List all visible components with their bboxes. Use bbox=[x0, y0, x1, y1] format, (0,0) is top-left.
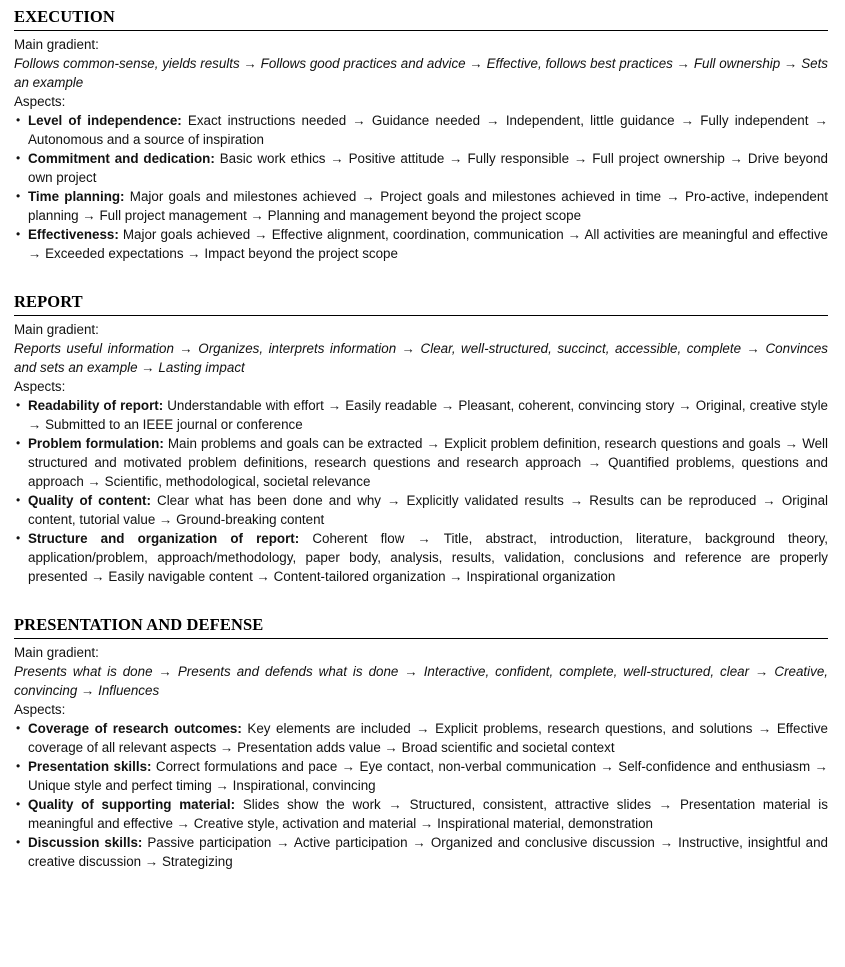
aspect-text: Coherent flow → Title, abstract, introduction, literature, background theory, application/problem, approach/methodology, paper body, analysis, results, validation, conclusions and reference are properly presented → Easily navigable content → Content-tailored organization → Inspirational organization bbox=[28, 530, 828, 584]
section-divider bbox=[14, 315, 828, 316]
aspect-item bbox=[14, 833, 828, 871]
section-divider bbox=[14, 638, 828, 639]
section-report bbox=[14, 293, 828, 586]
aspect-item bbox=[14, 529, 828, 586]
section-heading: PRESENTATION AND DEFENSE bbox=[14, 614, 264, 634]
aspect-item bbox=[14, 225, 828, 263]
aspect-name: Structure and organization of report: bbox=[28, 530, 300, 546]
section-presentation-and-defense bbox=[14, 616, 828, 871]
main-gradient-label: Main gradient: bbox=[14, 36, 99, 52]
aspect-item bbox=[14, 491, 828, 529]
aspect-text: Exact instructions needed → Guidance needed → Independent, little guidance → Fully independent → Autonomous and a source of inspiration bbox=[28, 112, 828, 147]
aspect-item bbox=[14, 149, 828, 187]
aspects-list bbox=[14, 396, 828, 586]
aspects-label: Aspects: bbox=[14, 93, 66, 109]
aspect-item bbox=[14, 111, 828, 149]
aspect-text: Major goals achieved → Effective alignment, coordination, communication → All activities are meaningful and effective → Exceeded expectations → Impact beyond the project scope bbox=[28, 226, 828, 261]
main-gradient-text: Reports useful information → Organizes, interprets information → Clear, well-structured, succinct, accessible, complete → Convinces and sets an example → Lasting impact bbox=[14, 340, 828, 375]
main-gradient-text: Follows common-sense, yields results → Follows good practices and advice → Effective, follows best practices → Full ownership → Sets an example bbox=[14, 55, 828, 90]
aspect-name: Readability of report: bbox=[28, 397, 164, 413]
main-gradient-label: Main gradient: bbox=[14, 644, 99, 660]
aspect-name: Commitment and dedication: bbox=[28, 150, 215, 166]
aspect-name: Coverage of research outcomes: bbox=[28, 720, 242, 736]
aspect-text: Key elements are included → Explicit problems, research questions, and solutions → Effective coverage of all relevant aspects → Presentation adds value → Broad scientific and societal context bbox=[28, 720, 828, 755]
section-divider bbox=[14, 30, 828, 31]
aspect-name: Quality of content: bbox=[28, 492, 151, 508]
aspect-text: Clear what has been done and why → Explicitly validated results → Results can be reproduced → Original content, tutorial value → Ground-breaking content bbox=[28, 492, 828, 527]
aspect-text: Passive participation → Active participation → Organized and conclusive discussion → Instructive, insightful and creative discussion → Strategizing bbox=[28, 834, 829, 869]
aspect-text: Basic work ethics → Positive attitude → Fully responsible → Full project ownership → Drive beyond own project bbox=[28, 150, 828, 185]
aspect-name: Problem formulation: bbox=[28, 435, 164, 451]
aspects-label: Aspects: bbox=[14, 701, 66, 717]
aspect-text: Major goals and milestones achieved → Project goals and milestones achieved in time → Pro-active, independent planning → Full project management → Planning and management beyond the project scope bbox=[28, 188, 829, 223]
section-heading: REPORT bbox=[14, 291, 83, 311]
aspects-label: Aspects: bbox=[14, 378, 66, 394]
aspect-item bbox=[14, 795, 828, 833]
aspect-name: Quality of supporting material: bbox=[28, 796, 236, 812]
section-execution bbox=[14, 8, 828, 263]
aspect-name: Level of independence: bbox=[28, 112, 182, 128]
aspect-item bbox=[14, 757, 828, 795]
aspect-item bbox=[14, 719, 828, 757]
section-heading: EXECUTION bbox=[14, 7, 115, 26]
main-gradient-text: Presents what is done → Presents and defends what is done → Interactive, confident, complete, well-structured, clear → Creative, convincing → Influences bbox=[14, 663, 828, 698]
aspect-text: Understandable with effort → Easily readable → Pleasant, coherent, convincing story → Original, creative style → Submitted to an IEEE journal or conference bbox=[28, 397, 828, 432]
main-gradient-label: Main gradient: bbox=[14, 321, 99, 337]
aspect-name: Presentation skills: bbox=[28, 758, 152, 774]
aspect-item bbox=[14, 434, 828, 491]
aspects-list bbox=[14, 719, 828, 871]
aspect-name: Time planning: bbox=[28, 188, 125, 204]
aspect-name: Discussion skills: bbox=[28, 834, 143, 850]
aspect-item bbox=[14, 396, 828, 434]
aspect-text: Slides show the work → Structured, consistent, attractive slides → Presentation material is meaningful and effective → Creative style, activation and material → Inspirational material, demonstration bbox=[28, 796, 828, 831]
aspects-list bbox=[14, 111, 828, 263]
aspect-item bbox=[14, 187, 828, 225]
aspect-name: Effectiveness: bbox=[28, 226, 119, 242]
aspect-text: Main problems and goals can be extracted → Explicit problem definition, research questions and goals → Well structured and motivated problem definitions, research questions and research approach → Quantified problems, questions and approach → Scientific, methodological, societal relevance bbox=[28, 435, 828, 489]
aspect-text: Correct formulations and pace → Eye contact, non-verbal communication → Self-confidence and enthusiasm → Unique style and perfect timing → Inspirational, convincing bbox=[28, 758, 828, 793]
